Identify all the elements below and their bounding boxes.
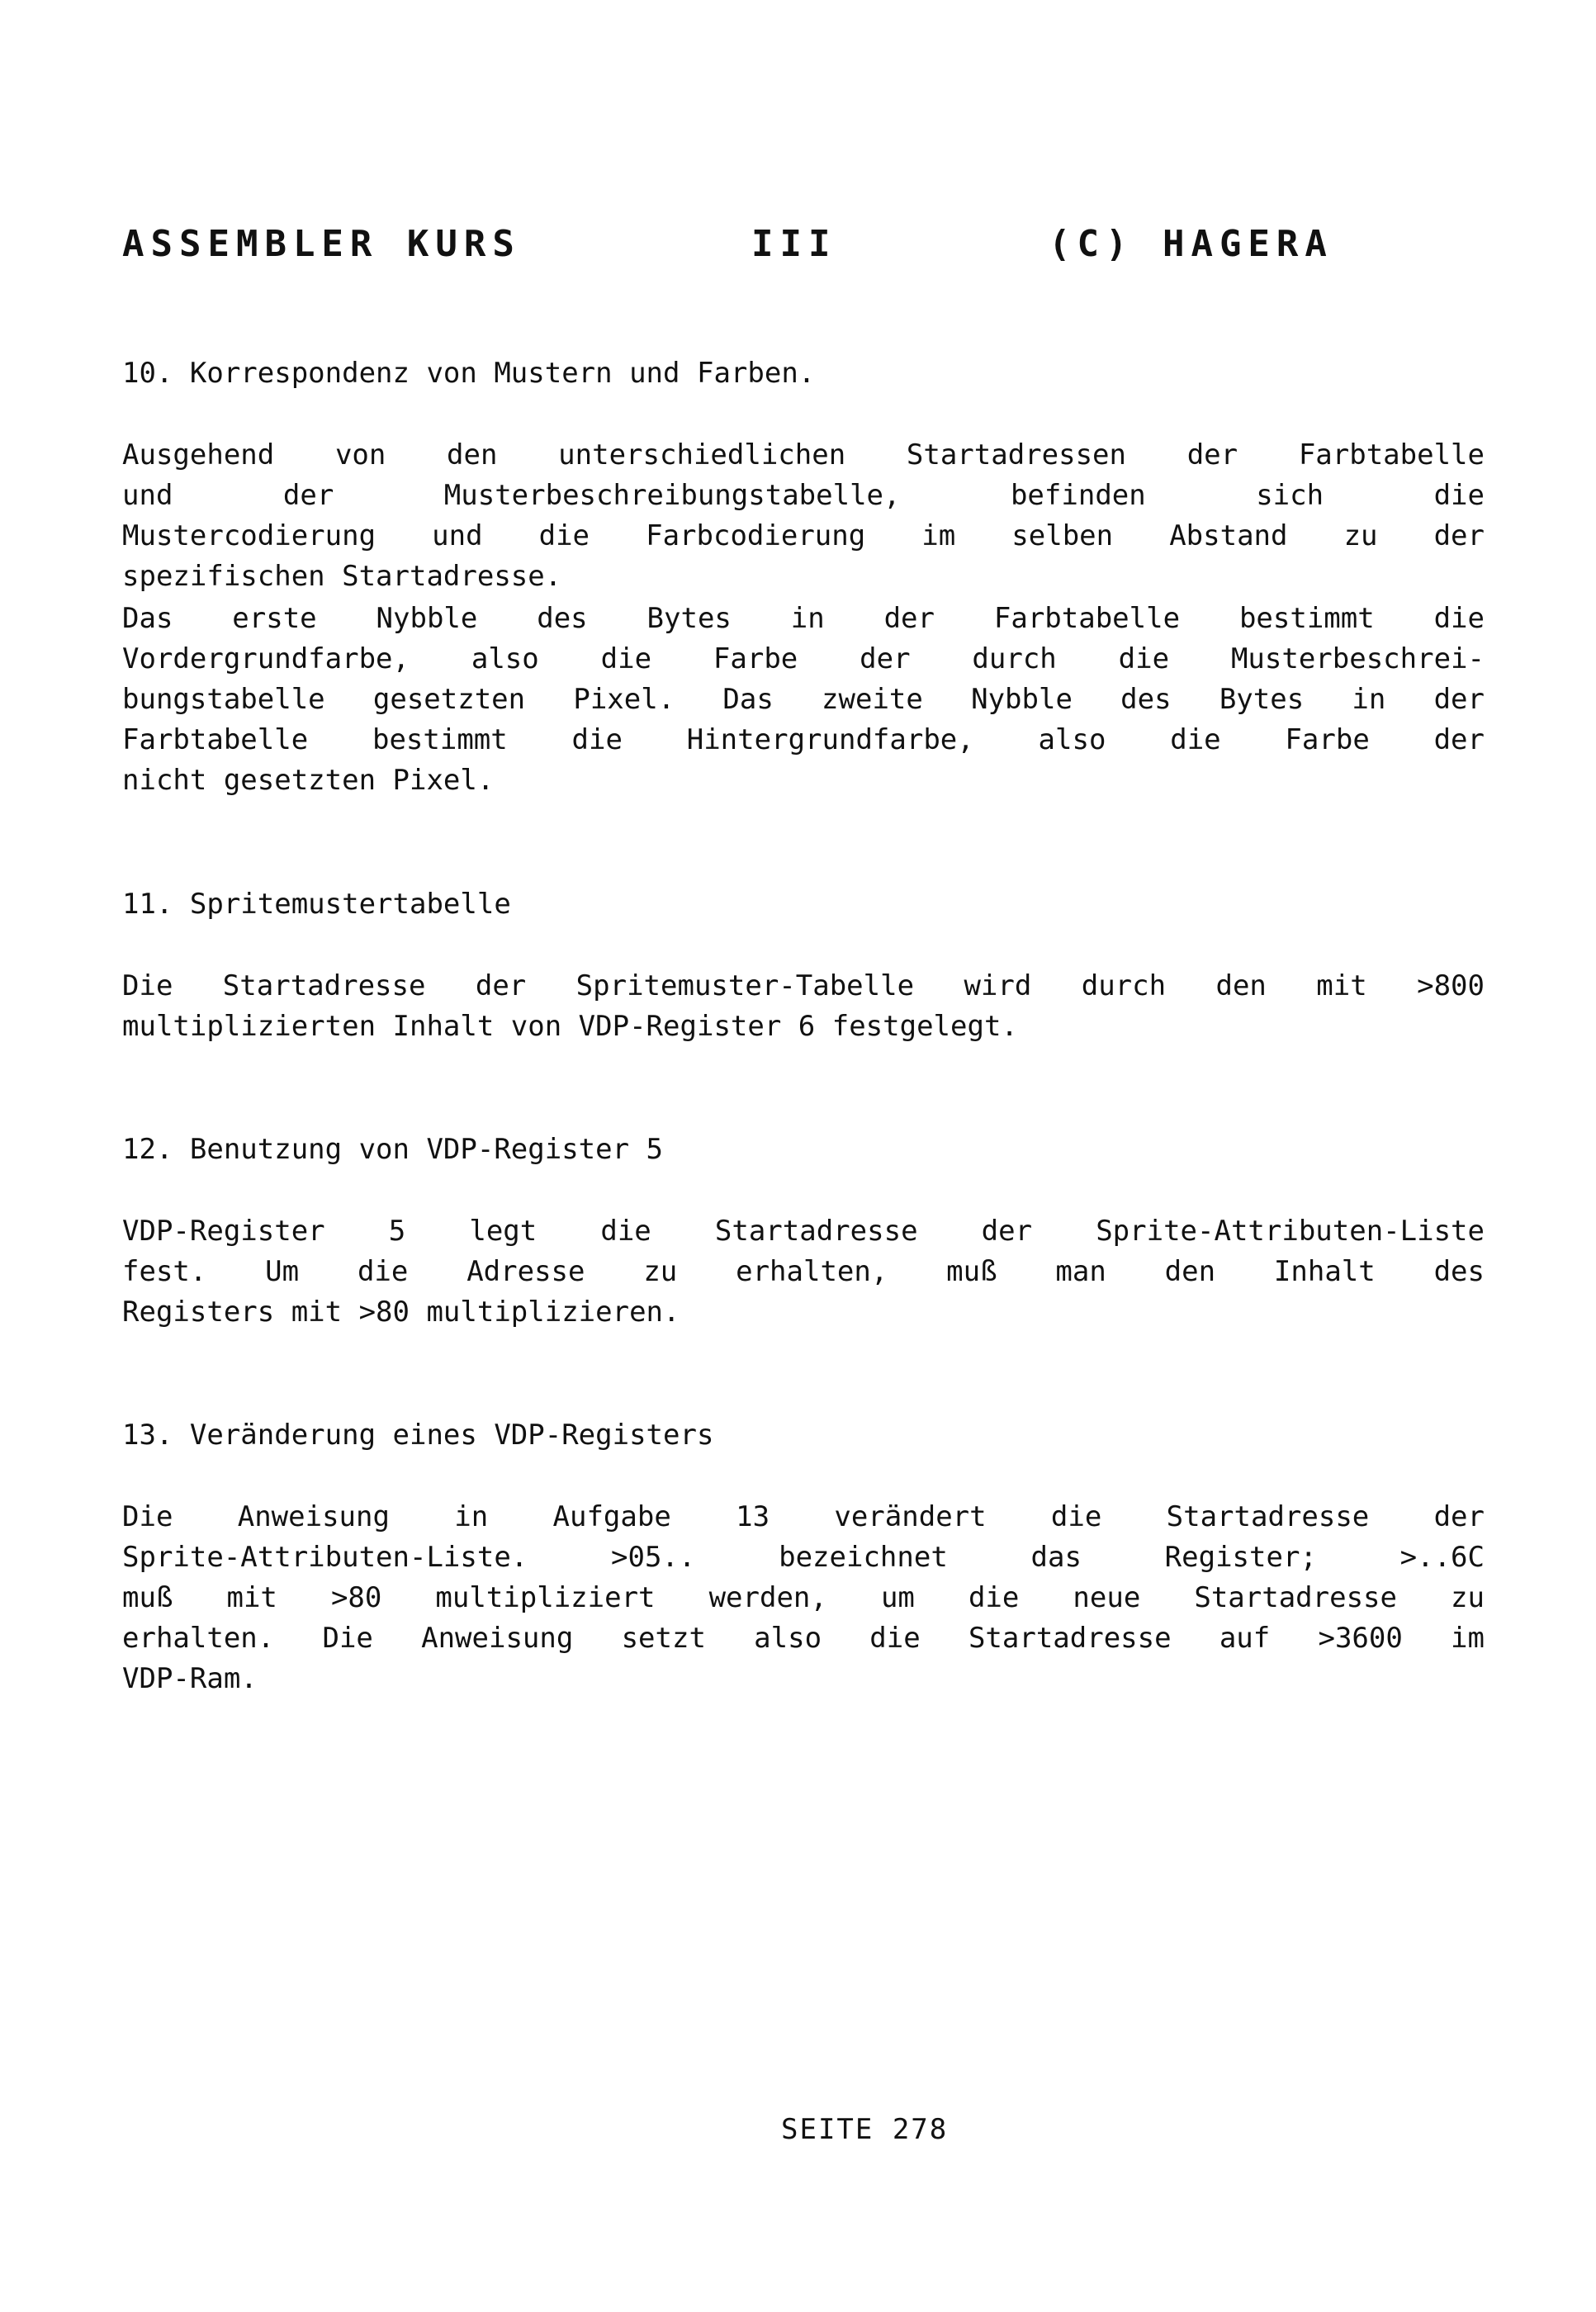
paragraph-line: Ausgehend von den unterschiedlichen Startadressen der Farbtabelle <box>122 438 1485 471</box>
paragraph-line: nicht gesetzten Pixel. <box>122 764 495 797</box>
section-heading: 12. Benutzung von VDP-Register 5 <box>122 1133 664 1166</box>
paragraph-line: Farbtabelle bestimmt die Hintergrundfarbe, also die Farbe der <box>122 723 1485 756</box>
section-heading: 11. Spritemustertabelle <box>122 888 511 921</box>
paragraph-line: VDP-Ram. <box>122 1662 258 1695</box>
paragraph-line: spezifischen Startadresse. <box>122 560 562 593</box>
paragraph-line: Mustercodierung und die Farbcodierung im selben Abstand zu der <box>122 519 1485 552</box>
paragraph-line: Registers mit >80 multiplizieren. <box>122 1296 680 1329</box>
paragraph-line: multiplizierten Inhalt von VDP-Register 6 festgelegt. <box>122 1010 1018 1043</box>
paragraph-line: und der Musterbeschreibungstabelle, befinden sich die <box>122 479 1485 512</box>
paragraph-line: Die Anweisung in Aufgabe 13 verändert die Startadresse der <box>122 1500 1485 1533</box>
header-copyright: (C) HAGERA <box>1049 223 1333 265</box>
paragraph-line: erhalten. Die Anweisung setzt also die Startadresse auf >3600 im <box>122 1622 1485 1655</box>
header-volume: III <box>751 223 837 265</box>
header-title: ASSEMBLER KURS <box>122 223 521 265</box>
paragraph-line: Die Startadresse der Spritemuster-Tabelle wird durch den mit >800 <box>122 969 1485 1002</box>
section-heading: 13. Veränderung eines VDP-Registers <box>122 1419 714 1452</box>
section-heading: 10. Korrespondenz von Mustern und Farben. <box>122 357 816 390</box>
page-header <box>122 223 1410 281</box>
page-number: SEITE 278 <box>781 2113 949 2146</box>
paragraph-line: bungstabelle gesetzten Pixel. Das zweite Nybble des Bytes in der <box>122 683 1485 716</box>
paragraph-line: Das erste Nybble des Bytes in der Farbtabelle bestimmt die <box>122 602 1485 635</box>
paragraph-line: VDP-Register 5 legt die Startadresse der Sprite-Attributen-Liste <box>122 1215 1485 1248</box>
paragraph-line: muß mit >80 multipliziert werden, um die neue Startadresse zu <box>122 1581 1485 1614</box>
paragraph-line: Vordergrundfarbe, also die Farbe der durch die Musterbeschrei- <box>122 642 1485 675</box>
paragraph-line: fest. Um die Adresse zu erhalten, muß man den Inhalt des <box>122 1255 1485 1288</box>
paragraph-line: Sprite-Attributen-Liste. >05.. bezeichnet das Register; >..6C <box>122 1541 1485 1574</box>
